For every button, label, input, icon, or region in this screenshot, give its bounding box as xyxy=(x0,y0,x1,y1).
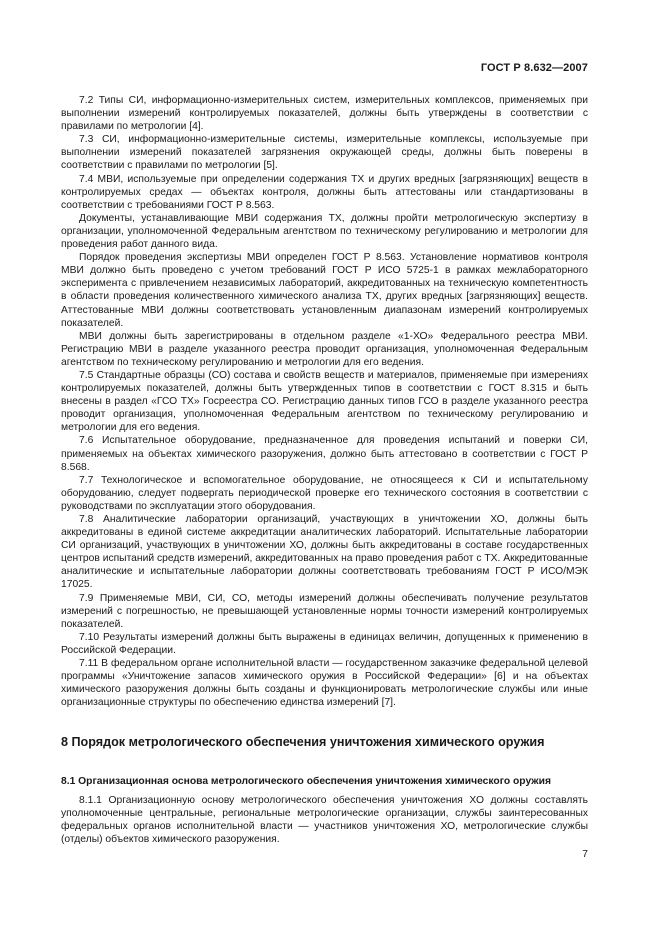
document-id-header: ГОСТ Р 8.632—2007 xyxy=(480,62,588,74)
section-8-heading: 8 Порядок метрологического обеспечения уничтожения химического оружия xyxy=(61,735,545,750)
paragraph-7-7: 7.7 Технологическое и вспомогательное оборудование, не относящееся к СИ и испытательному оборудованию, следует подвергать периодической проверке его технического состояния в соответствии с руководствами по эксплуатации этого оборудования. xyxy=(61,474,588,512)
paragraph-7-10: 7.10 Результаты измерений должны быть выражены в единицах величин, допущенных к применению в Российской Федерации. xyxy=(61,631,588,656)
paragraph-7-6: 7.6 Испытательное оборудование, предназначенное для проведения испытаний и поверки СИ, применяемых на объектах химического разоружения, должно быть аттестовано в соответствии с ГОСТ Р 8.568. xyxy=(61,435,588,473)
page-number: 7 xyxy=(582,849,588,860)
paragraph-7-11: 7.11 В федеральном органе исполнительной власти — государственном заказчике федеральной целевой программы «Уничтожение запасов химического оружия в Российской Федерации» [6] и на объектах химического разоружения должны быть созданы и функционировать метрологические службы или иные организационные структуры по обеспечению единства измерений [7]. xyxy=(61,658,588,709)
paragraph-7-5: 7.5 Стандартные образцы (СО) состава и свойств веществ и материалов, применяемые при измерениях контролируемых показателей, должны быть утвержденных типов в соответствии с ГОСТ 8.315 и быть внесены в раздел «ГСО ТХ» Госреестра СО. Регистрацию данных типов ГСО в разделе указанного реестра проводит организация, уполномоченная Федеральным агентством по техническому регулированию и метрологии для его ведения. xyxy=(61,369,588,434)
subsection-8-1-heading: 8.1 Организационная основа метрологического обеспечения уничтожения химического оружия xyxy=(61,775,551,787)
document-body xyxy=(61,94,588,846)
paragraph-7-3: 7.3 СИ, информационно-измерительные системы, измерительные комплексы, используемые при выполнении измерений показателей загрязнения окружающей среды, должны быть поверены в соответствии с правилами по метрологии [5]. xyxy=(61,134,588,172)
paragraph-7-9: 7.9 Применяемые МВИ, СИ, СО, методы измерений должны обеспечивать получение результатов измерений с погрешностью, не превышающей установленные нормы точности измерений контролируемых показателей. xyxy=(61,592,588,630)
paragraph-7-2: 7.2 Типы СИ, информационно-измерительных систем, измерительных комплексов, применяемых при выполнении измерений контролируемых показателей, должны быть утверждены в соответствии с правилами по метрологии [4]. xyxy=(61,95,588,133)
paragraph-mvi-registration: МВИ должны быть зарегистрированы в отдельном разделе «1-ХО» Федерального реестра МВИ. Регистрацию МВИ в разделе указанного реестра проводит организация, уполномоченная Федеральным агентством по техническому регулированию и метрологии для его ведения. xyxy=(61,330,588,368)
paragraph-mvi-expertise: Порядок проведения экспертизы МВИ определен ГОСТ Р 8.563. Установление нормативов контроля МВИ должно быть проведено с учетом требований ГОСТ Р ИСО 5725-1 в рамках межлабораторного эксперимента с привлечением независимых лабораторий, аккредитованных на техническую компетентность в области проведения количественного химического анализа ТХ, других вредных [загрязняющих] веществ. Аттестованные МВИ должны соответствовать установленным диапазонам измерений контролируемых показателей. xyxy=(61,252,588,329)
paragraph-mvi-documents: Документы, устанавливающие МВИ содержания ТХ, должны пройти метрологическую экспертизу в организации, уполномоченной Федеральным агентством по техническому регулированию и метрологии для проведения работ данного вида. xyxy=(61,212,588,251)
paragraph-7-4: 7.4 МВИ, используемые при определении содержания ТХ и других вредных [загрязняющих] веществ в контролируемых средах — объектах контроля, должны быть аттестованы или стандартизованы в соответствии с требованиями ГОСТ Р 8.563. xyxy=(61,173,588,211)
paragraph-7-8: 7.8 Аналитические лаборатории организаций, участвующих в уничтожении ХО, должны быть аккредитованы в единой системе аккредитации аналитических лабораторий. Испытательные лаборатории СИ организаций, участвующих в уничтожении ХО, должны быть аккредитованы в составе государственных центров испытаний средств измерений, аккредитованных на право проведения работ с ТХ. Аккредитованные аналитические и испытательные лаборатории должны соответствовать требованиям ГОСТ Р ИСО/МЭК 17025. xyxy=(61,514,588,591)
paragraph-8-1-1: 8.1.1 Организационную основу метрологического обеспечения уничтожения ХО должны составлять уполномоченные центральные, региональные метрологические организации, службы заинтересованных федеральных органов исполнительной власти — участников уничтожения ХО, метрологические службы (отделы) объектов химического разоружения. xyxy=(61,795,588,846)
